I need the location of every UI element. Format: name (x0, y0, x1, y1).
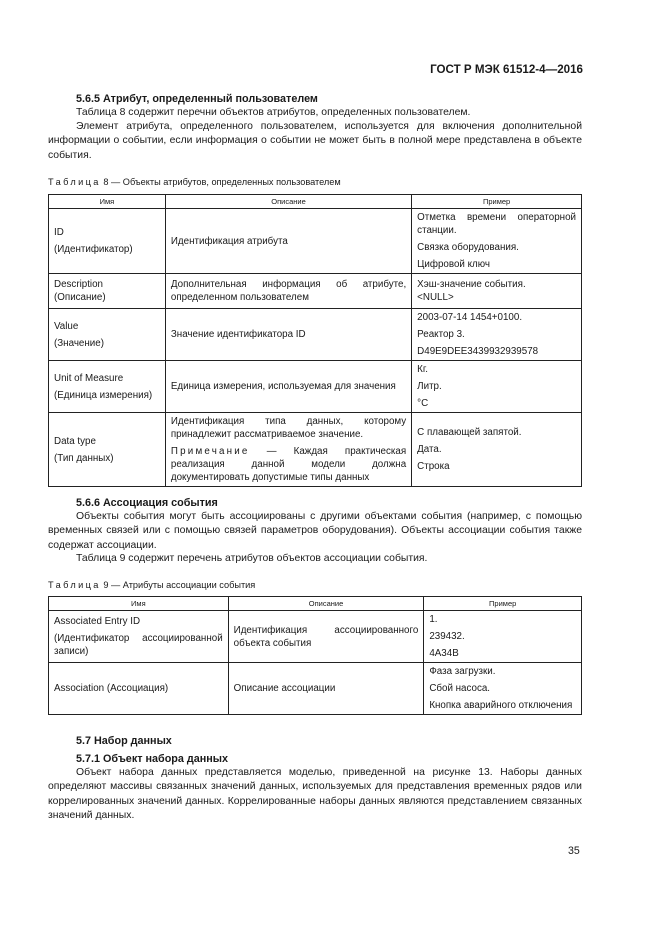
table-9 (48, 596, 582, 715)
description-cell: Идентификация атрибута (165, 209, 411, 274)
column-header: Имя (49, 597, 229, 611)
column-header: Пример (424, 597, 582, 611)
table-row (49, 413, 582, 487)
table-row (49, 663, 582, 715)
table-row (49, 274, 582, 309)
table-row (49, 209, 582, 274)
name-cell: Association (Ассоциация) (49, 663, 229, 715)
name-cell: Description (Описание) (49, 274, 166, 309)
name-cell: ID (Идентификатор) (49, 209, 166, 274)
column-header: Имя (49, 195, 166, 209)
section-heading-5-7: 5.7 Набор данных (76, 735, 172, 747)
example-cell: 2003-07-14 1454+0100. Реактор 3. D49E9DEE3439932939578 (412, 309, 582, 361)
description-cell: Идентификация ассоциированного объекта события (228, 611, 424, 663)
name-cell: Unit of Measure (Единица измерения) (49, 361, 166, 413)
paragraph: Элемент атрибута, определенного пользователем, используется для включения дополнительной информации о событии, если информация о событии не может быть в полной мере представлена в объекте события. (48, 121, 582, 161)
example-cell: Отметка времени операторной станции. Связка оборудования. Цифровой ключ (412, 209, 582, 274)
example-cell: Кг. Литр. °С (412, 361, 582, 413)
table-row (49, 309, 582, 361)
column-header: Пример (412, 195, 582, 209)
document-id-header: ГОСТ Р МЭК 61512-4—2016 (430, 63, 583, 76)
table-row (49, 361, 582, 413)
name-cell: Data type (Тип данных) (49, 413, 166, 487)
note-label: Примечание (170, 446, 250, 457)
description-cell: Описание ассоциации (228, 663, 424, 715)
description-cell: Единица измерения, используемая для значения (165, 361, 411, 413)
name-cell: Value (Значение) (49, 309, 166, 361)
table-header-row (49, 195, 582, 209)
paragraph: Объект набора данных представляется моделью, приведенной на рисунке 13. Наборы данных определяют массивы связанных значений данных, используемых для представления временных рядов или коррелированных значений данных. Коррелированные наборы данных являются представлением связанных значений данных. (48, 767, 582, 822)
example-cell: С плавающей запятой. Дата. Строка (412, 413, 582, 487)
table-header-row (49, 597, 582, 611)
name-cell: Associated Entry ID (Идентификатор ассоциированной записи) (49, 611, 229, 663)
example-cell: Фаза загрузки. Сбой насоса. Кнопка аварийного отключения (424, 663, 582, 715)
description-cell: Значение идентификатора ID (165, 309, 411, 361)
example-cell: 1. 239432. 4A34B (424, 611, 582, 663)
table-row (49, 611, 582, 663)
table-8-caption: Таблица 8 — Объекты атрибутов, определенных пользователем (48, 177, 341, 187)
column-header: Описание (228, 597, 424, 611)
example-cell: Хэш-значение события. <NULL> (412, 274, 582, 309)
column-header: Описание (165, 195, 411, 209)
section-heading-5-6-6: 5.6.6 Ассоциация события (76, 497, 218, 509)
description-cell: Идентификация типа данных, которому принадлежит рассматриваемое значение. Примечание — Каждая практическая реализация данной модели должна документировать допустимые типы данных (165, 413, 411, 487)
section-heading-5-6-5: 5.6.5 Атрибут, определенный пользователем (76, 93, 318, 105)
paragraph: Таблица 9 содержит перечень атрибутов объектов ассоциации события. (76, 553, 428, 564)
section-heading-5-7-1: 5.7.1 Объект набора данных (76, 753, 229, 765)
table-8 (48, 194, 582, 487)
page-number: 35 (568, 845, 580, 857)
description-cell: Дополнительная информация об атрибуте, определенном пользователем (165, 274, 411, 309)
paragraph: Объекты события могут быть ассоциированы с другими объектами события (например, с помощью временных связей или с помощью связей параметров оборудования). Объекты ассоциации события также содержат ассоциации. (48, 511, 582, 551)
paragraph: Таблица 8 содержит перечни объектов атрибутов, определенных пользователем. (76, 107, 471, 118)
table-9-caption: Таблица 9 — Атрибуты ассоциации события (48, 580, 256, 590)
